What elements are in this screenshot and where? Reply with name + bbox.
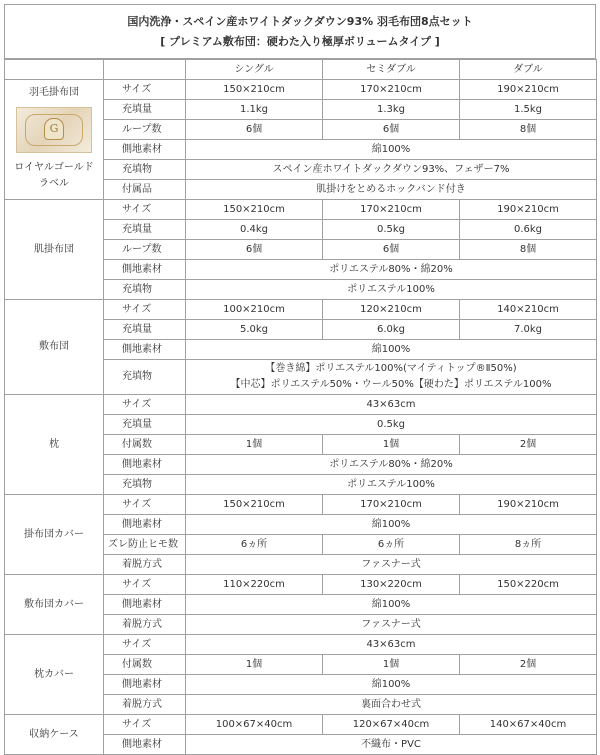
cell: 裏面合わせ式 <box>186 695 597 715</box>
cell: ファスナー式 <box>186 555 597 575</box>
spec-subtitle: [ プレミアム敷布団：硬わた入り極厚ボリュームタイプ ] <box>160 35 440 48</box>
column-header-single: シングル <box>186 60 323 80</box>
table-row <box>5 575 597 595</box>
cell: 0.6kg <box>460 220 597 240</box>
table-row <box>5 495 597 515</box>
table-row <box>5 200 597 220</box>
row-label: 充填量 <box>104 100 186 120</box>
row-label: 充填量 <box>104 320 186 340</box>
table-row <box>5 635 597 655</box>
section-mattress-cover: 敷布団カバー <box>5 575 104 635</box>
cell: 140×210cm <box>460 300 597 320</box>
row-label: サイズ <box>104 200 186 220</box>
badge-caption: ロイヤルゴールド ラベル <box>14 162 94 189</box>
cell: スペイン産ホワイトダックダウン93%、フェザー7% <box>186 160 597 180</box>
cell: 6個 <box>323 240 460 260</box>
cell: 6個 <box>186 120 323 140</box>
table-row <box>5 300 597 320</box>
row-label: 着脱方式 <box>104 615 186 635</box>
cell: 190×210cm <box>460 80 597 100</box>
spec-header <box>4 4 596 59</box>
column-header-semi-double: セミダブル <box>323 60 460 80</box>
row-label: サイズ <box>104 635 186 655</box>
cell: 2個 <box>460 435 597 455</box>
row-label: 側地素材 <box>104 595 186 615</box>
row-label: 充填量 <box>104 415 186 435</box>
table-row <box>5 80 597 100</box>
cell: 8個 <box>460 120 597 140</box>
row-label: 充填物 <box>104 475 186 495</box>
cell: 1個 <box>323 655 460 675</box>
table-row <box>5 395 597 415</box>
cell: 1個 <box>323 435 460 455</box>
column-header-double: ダブル <box>460 60 597 80</box>
empty-header-cell <box>5 60 104 80</box>
cell: 0.4kg <box>186 220 323 240</box>
row-label: サイズ <box>104 395 186 415</box>
crest-icon: G <box>44 118 64 140</box>
cell: 6ヵ所 <box>186 535 323 555</box>
row-label: 側地素材 <box>104 515 186 535</box>
cell: 100×210cm <box>186 300 323 320</box>
row-label: 側地素材 <box>104 735 186 755</box>
cell: 6個 <box>323 120 460 140</box>
cell: 1個 <box>186 655 323 675</box>
row-label: 付属数 <box>104 435 186 455</box>
cell: 不織布・PVC <box>186 735 597 755</box>
spec-table <box>4 59 597 755</box>
row-label: 充填物 <box>104 160 186 180</box>
spec-title: 国内洗浄・スペイン産ホワイトダックダウン93% 羽毛布団8点セット <box>127 15 473 28</box>
cell: 綿100% <box>186 515 597 535</box>
cell: 6個 <box>186 240 323 260</box>
row-label: 着脱方式 <box>104 555 186 575</box>
cell: 170×210cm <box>323 495 460 515</box>
row-label: ループ数 <box>104 120 186 140</box>
row-label: サイズ <box>104 300 186 320</box>
cell: 2個 <box>460 655 597 675</box>
row-label: ズレ防止ヒモ数 <box>104 535 186 555</box>
cell: 100×67×40cm <box>186 715 323 735</box>
cell: 110×220cm <box>186 575 323 595</box>
section-comforter-cover: 掛布団カバー <box>5 495 104 575</box>
cell: 1.5kg <box>460 100 597 120</box>
row-label: サイズ <box>104 80 186 100</box>
row-label: 側地素材 <box>104 340 186 360</box>
cell: 6ヵ所 <box>323 535 460 555</box>
cell: 120×210cm <box>323 300 460 320</box>
section-mattress: 敷布団 <box>5 300 104 395</box>
row-label: 付属数 <box>104 655 186 675</box>
section-name: 羽毛掛布団 <box>29 87 79 98</box>
row-label: 側地素材 <box>104 455 186 475</box>
row-label: 側地素材 <box>104 675 186 695</box>
cell: 170×210cm <box>323 80 460 100</box>
cell: 190×210cm <box>460 495 597 515</box>
row-label: サイズ <box>104 495 186 515</box>
cell: ポリエステル100% <box>186 280 597 300</box>
row-label: 側地素材 <box>104 260 186 280</box>
cell <box>186 360 597 395</box>
cell: 120×67×40cm <box>323 715 460 735</box>
cell: ポリエステル80%・綿20% <box>186 260 597 280</box>
cell: 43×63cm <box>186 635 597 655</box>
empty-header-cell <box>104 60 186 80</box>
cell: 7.0kg <box>460 320 597 340</box>
filling-line: 【巻き綿】ポリエステル100%(マイティトップ®Ⅱ50%) <box>265 363 517 374</box>
cell: 綿100% <box>186 340 597 360</box>
cell: 140×67×40cm <box>460 715 597 735</box>
cell: 5.0kg <box>186 320 323 340</box>
cell: ファスナー式 <box>186 615 597 635</box>
cell: 190×210cm <box>460 200 597 220</box>
section-light-comforter: 肌掛布団 <box>5 200 104 300</box>
cell: 綿100% <box>186 595 597 615</box>
cell: 150×210cm <box>186 80 323 100</box>
row-label: 側地素材 <box>104 140 186 160</box>
cell: 1個 <box>186 435 323 455</box>
cell: 6.0kg <box>323 320 460 340</box>
section-pillow: 枕 <box>5 395 104 495</box>
row-label: 充填物 <box>104 280 186 300</box>
section-comforter <box>5 80 104 200</box>
cell: 150×220cm <box>460 575 597 595</box>
cell: 綿100% <box>186 140 597 160</box>
cell: 0.5kg <box>186 415 597 435</box>
cell: 綿100% <box>186 675 597 695</box>
royal-gold-label-image <box>16 107 92 153</box>
cell: 1.3kg <box>323 100 460 120</box>
section-storage-case: 収納ケース <box>5 715 104 755</box>
row-label: 充填量 <box>104 220 186 240</box>
cell: 1.1kg <box>186 100 323 120</box>
cell: 150×210cm <box>186 200 323 220</box>
cell: 0.5kg <box>323 220 460 240</box>
cell: 肌掛けをとめるホックバンド付き <box>186 180 597 200</box>
filling-line: 【中芯】ポリエステル50%・ウール50%【硬わた】ポリエステル100% <box>230 379 552 390</box>
table-row <box>5 715 597 735</box>
column-header-row <box>5 60 597 80</box>
cell: 170×210cm <box>323 200 460 220</box>
cell: 43×63cm <box>186 395 597 415</box>
cell: 8ヵ所 <box>460 535 597 555</box>
row-label: ループ数 <box>104 240 186 260</box>
row-label: 充填物 <box>104 360 186 395</box>
spec-sheet <box>4 4 596 750</box>
cell: 8個 <box>460 240 597 260</box>
cell: 150×210cm <box>186 495 323 515</box>
row-label: 付属品 <box>104 180 186 200</box>
section-pillow-cover: 枕カバー <box>5 635 104 715</box>
row-label: サイズ <box>104 575 186 595</box>
cell: ポリエステル100% <box>186 475 597 495</box>
row-label: サイズ <box>104 715 186 735</box>
row-label: 着脱方式 <box>104 695 186 715</box>
cell: ポリエステル80%・綿20% <box>186 455 597 475</box>
cell: 130×220cm <box>323 575 460 595</box>
